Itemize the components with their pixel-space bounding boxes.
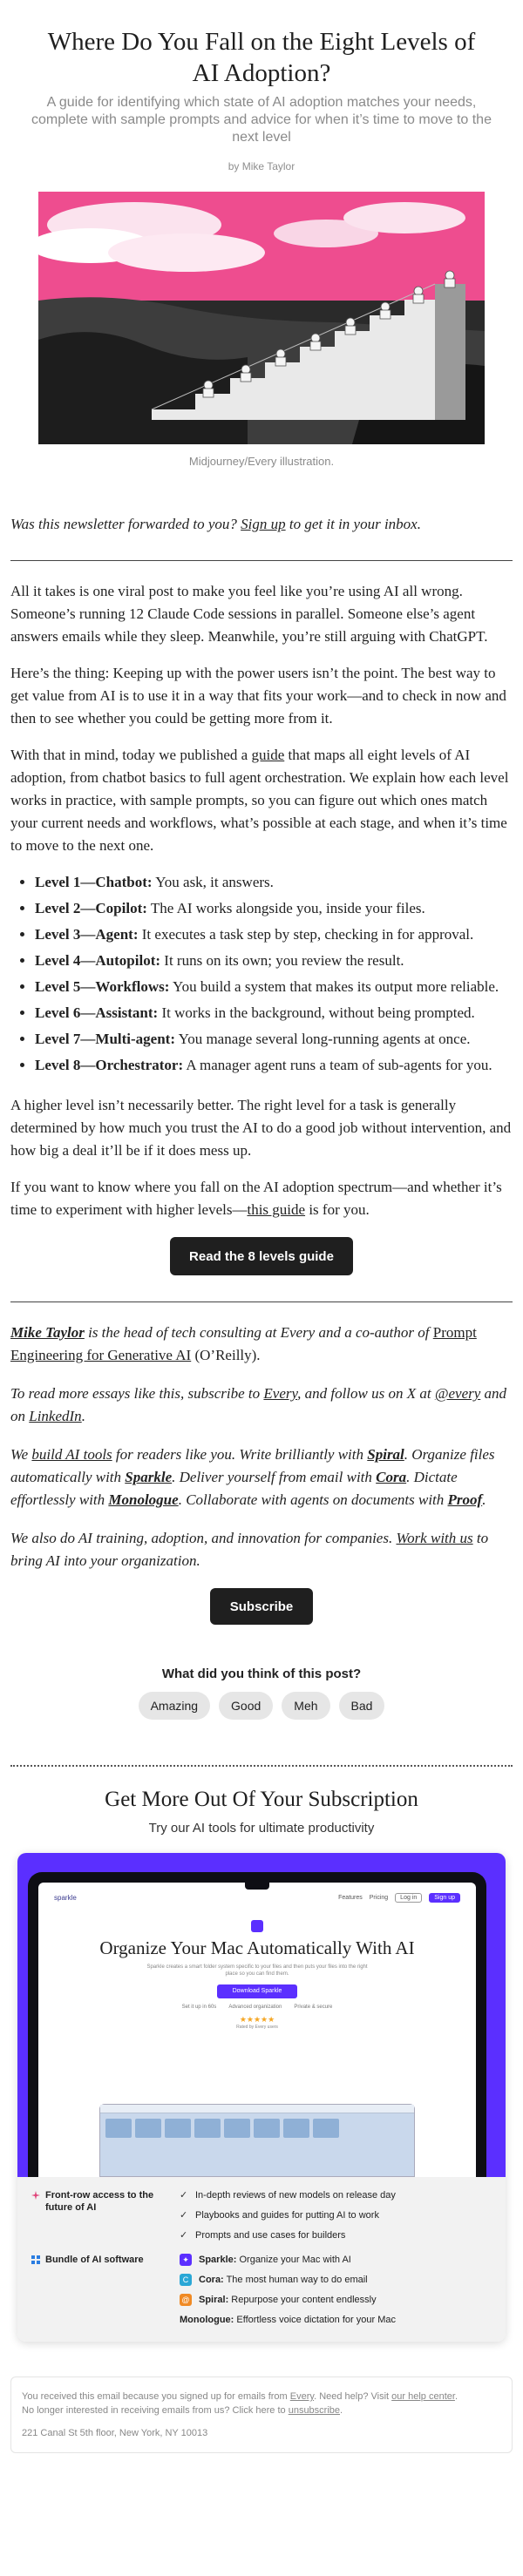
promo-subtitle: Try our AI tools for ultimate productivity — [148, 1821, 375, 1836]
training-text: to bring AI into your organization. — [10, 1530, 489, 1569]
feature-label-text: Front-row access to the future of AI — [45, 2190, 154, 2213]
survey-options — [10, 1692, 513, 1720]
feature-list — [180, 2189, 492, 2241]
app-item-spiral — [180, 2294, 492, 2306]
level-desc: A manager agent runs a team of sub-agents for you. — [183, 1057, 492, 1073]
training-text: We also do AI training, adoption, and innovation for companies. — [10, 1530, 397, 1546]
survey-option-meh[interactable]: Meh — [282, 1692, 329, 1720]
post-title: Where Do You Fall on the Eight Levels of AI Adoption? — [47, 28, 476, 87]
level-item — [35, 976, 513, 998]
check-icon: ✓ — [180, 2190, 188, 2201]
survey-question: What did you think of this post? — [161, 1667, 362, 1681]
level-name: Level 2—Copilot: — [35, 900, 147, 916]
paragraph-intro: All it takes is one viral post to make you feel like you’re using AI all wrong. Someone’s running 12 Claude Code sessions in parallel. Someone else’s agent answers emails while they sleep. Meanwhile, you’re still arguing with ChatGPT. — [10, 583, 488, 645]
site-checklist — [38, 2005, 476, 2010]
forward-prefix: Was this newsletter forwarded to you? — [10, 516, 241, 532]
site-check-item: Set it up in 60s — [181, 2005, 217, 2010]
subscribe-text: , and follow us on X at — [297, 1385, 435, 1402]
unsubscribe-link[interactable]: unsubscribe — [288, 2405, 341, 2416]
promo-card[interactable] — [17, 1853, 506, 2342]
folder-tile — [313, 2119, 339, 2138]
survey-option-good[interactable]: Good — [219, 1692, 273, 1720]
author-link[interactable]: Mike Taylor — [10, 1324, 85, 1341]
levels-list — [10, 871, 513, 1077]
level-item — [35, 1002, 513, 1024]
star-rating: ★★★★★ — [239, 2015, 275, 2024]
proof-link[interactable]: Proof — [447, 1491, 483, 1508]
site-description: Sparkle creates a smart folder system specific to your files and then puts your files into the right place so you can find them. — [146, 1964, 368, 1977]
subscribe-text: . — [81, 1408, 85, 1424]
folder-tile — [165, 2119, 191, 2138]
survey-option-amazing[interactable]: Amazing — [139, 1692, 210, 1720]
divider — [10, 560, 513, 561]
app-name: Spiral: — [199, 2295, 229, 2305]
paragraph-keeping-up: Here’s the thing: Keeping up with the power users isn’t the point. The best way to get value from AI is to use it in a way that fits your work—and to check in now and then to see whether you could be getting more from it. — [10, 665, 506, 727]
level-item — [35, 1054, 513, 1077]
forward-note — [10, 513, 513, 536]
feature-row-bundle — [31, 2254, 492, 2326]
spectrum-text-after: is for you. — [305, 1201, 370, 1218]
tools-text: for readers like you. Write brilliantly with — [112, 1446, 368, 1463]
tools-text: . Deliver yourself from email with — [172, 1469, 377, 1485]
level-name: Level 1—Chatbot: — [35, 874, 153, 890]
footer-text: . Need help? Visit — [314, 2391, 392, 2402]
help-center-link[interactable]: our help center — [391, 2391, 455, 2402]
level-desc: It runs on its own; you review the result. — [160, 952, 404, 969]
spiral-app-icon: @ — [180, 2294, 192, 2306]
spectrum-text-before: If you want to know where you fall on the AI adoption spectrum—and whether it’s time to experiment with higher levels— — [10, 1179, 502, 1218]
guide-link[interactable]: guide — [251, 747, 285, 763]
cora-link[interactable]: Cora — [376, 1469, 407, 1485]
work-with-us-link[interactable]: Work with us — [396, 1530, 473, 1546]
app-item-cora — [180, 2274, 492, 2286]
footer-text: You received this email because you signed up for emails from — [22, 2391, 290, 2402]
feature-item-text: In-depth reviews of new models on release day — [195, 2190, 396, 2201]
sparkle-badge-icon — [251, 1920, 263, 1932]
guide-text-before: With that in mind, today we published a — [10, 747, 252, 763]
feature-item-text: Prompts and use cases for builders — [195, 2230, 346, 2241]
promo-features — [17, 2177, 506, 2342]
folder-tile — [194, 2119, 221, 2138]
level-desc: It works in the background, without being prompted. — [158, 1004, 475, 1021]
footer-line — [22, 2390, 501, 2404]
app-window-toolbar — [100, 2105, 414, 2113]
level-item — [35, 923, 513, 946]
x-link[interactable]: @every — [434, 1385, 481, 1402]
level-name: Level 4—Autopilot: — [35, 952, 161, 969]
rating-caption: Rated by Every users — [236, 2025, 278, 2030]
level-desc: It executes a task step by step, checking in for approval. — [138, 926, 474, 943]
subscribe-note — [10, 1383, 513, 1428]
level-name: Level 7—Multi-agent: — [35, 1031, 175, 1047]
subscribe-text: To read more essays like this, subscribe to — [10, 1385, 264, 1402]
app-file-grid — [100, 2113, 414, 2143]
bundle-icon — [31, 2255, 40, 2264]
feature-item — [180, 2229, 492, 2241]
byline: by Mike Taylor — [228, 160, 295, 172]
folder-tile — [135, 2119, 161, 2138]
feature-item — [180, 2189, 492, 2201]
footer-text: No longer interested in receiving emails from us? Click here to — [22, 2405, 289, 2416]
read-guide-button[interactable]: Read the 8 levels guide — [170, 1237, 353, 1275]
site-headline: Organize Your Mac Automatically With AI — [99, 1937, 415, 1958]
level-item — [35, 871, 513, 894]
feature-item-text: Playbooks and guides for putting AI to work — [195, 2210, 379, 2221]
monologue-link[interactable]: Monologue — [108, 1491, 179, 1508]
folder-tile — [105, 2119, 132, 2138]
tools-text: We — [10, 1446, 32, 1463]
app-desc: Effortless voice dictation for your Mac — [234, 2315, 396, 2325]
author-bio — [10, 1322, 513, 1367]
forward-suffix: to get it in your inbox. — [285, 516, 421, 532]
footer-line — [22, 2404, 501, 2417]
subscribe-button[interactable]: Subscribe — [210, 1588, 313, 1625]
level-name: Level 5—Workflows: — [35, 978, 170, 995]
hero-illustration — [38, 192, 485, 444]
nav-signup: Sign up — [429, 1893, 460, 1903]
footer-text: . — [340, 2405, 343, 2416]
app-desc: Organize your Mac with AI — [236, 2255, 351, 2265]
level-desc: You manage several long-running agents at once. — [175, 1031, 471, 1047]
app-name: Monologue: — [180, 2315, 234, 2325]
footer-text: . — [454, 2391, 458, 2402]
promo-title: Get More Out Of Your Subscription — [105, 1788, 418, 1811]
post-subtitle: A guide for identifying which state of AI adoption matches your needs, complete with sample prompts and advice for when it’s time to move to the next level — [31, 95, 492, 145]
this-guide-link[interactable]: this guide — [247, 1201, 306, 1218]
sparkle-link[interactable]: Sparkle — [125, 1469, 173, 1485]
laptop-mockup — [28, 1872, 486, 2177]
folder-tile — [224, 2119, 250, 2138]
app-item-sparkle — [180, 2254, 492, 2266]
subscribe-text: and on — [10, 1385, 507, 1424]
footer-every-link[interactable]: Every — [289, 2391, 315, 2402]
level-desc: You build a system that makes its output more reliable. — [169, 978, 499, 995]
folder-tile — [254, 2119, 280, 2138]
book-link[interactable]: Prompt Engineering for Generative AI — [10, 1324, 477, 1363]
spiral-link[interactable]: Spiral — [367, 1446, 404, 1463]
signup-link[interactable]: Sign up — [241, 516, 286, 532]
build-ai-tools-link[interactable]: build AI tools — [31, 1446, 112, 1463]
level-item — [35, 950, 513, 972]
nav-pricing: Pricing — [369, 1895, 389, 1901]
survey-option-bad[interactable]: Bad — [339, 1692, 385, 1720]
app-window-preview — [99, 2104, 415, 2177]
tools-note — [10, 1444, 513, 1511]
level-desc: The AI works alongside you, inside your files. — [146, 900, 425, 916]
paragraph-higher-level: A higher level isn’t necessarily better. The right level for a task is generally determined by how much you trust the AI to do a good job without intervention, and how big a deal it’ll be if it does mess up. — [10, 1097, 512, 1159]
app-name: Sparkle: — [199, 2255, 237, 2265]
check-icon: ✓ — [180, 2230, 188, 2241]
tools-text: . Organize files automatically with — [10, 1446, 495, 1485]
promo-visual — [17, 1853, 506, 2177]
guide-text-after: that maps all eight levels of AI adoption, from chatbot basics to full agent orchestration. We explain how each level works in practice, with sample prompts, so you can figure out which ones match your current needs and workflows, what’s possible at each stage, and when it’s time to move to the next one. — [10, 747, 509, 854]
linkedin-link[interactable]: LinkedIn — [29, 1408, 82, 1424]
folder-tile — [283, 2119, 309, 2138]
site-check-item: Private & secure — [294, 2005, 333, 2010]
level-item — [35, 1028, 513, 1051]
book-publisher: (O’Reilly). — [191, 1347, 261, 1363]
camera-notch — [245, 1883, 269, 1890]
site-download-button: Download Sparkle — [217, 1984, 297, 1998]
feature-row-access — [31, 2189, 492, 2241]
sparkle-logo: sparkle — [54, 1894, 77, 1902]
level-name: Level 8—Orchestrator: — [35, 1057, 184, 1073]
feature-label-text: Bundle of AI software — [45, 2255, 144, 2265]
app-name: Cora: — [199, 2275, 224, 2285]
sparkle-app-icon: ✦ — [180, 2254, 192, 2266]
level-item — [35, 897, 513, 920]
feature-label — [31, 2189, 180, 2241]
level-desc: You ask, it answers. — [152, 874, 274, 890]
feature-item — [180, 2209, 492, 2221]
email-footer — [10, 2377, 513, 2453]
every-link[interactable]: Every — [263, 1385, 298, 1402]
check-icon: ✓ — [180, 2210, 188, 2221]
tools-text: . Collaborate with agents on documents with — [178, 1491, 448, 1508]
app-list — [180, 2254, 492, 2326]
app-item-monologue — [180, 2314, 492, 2326]
paragraph-spectrum — [10, 1176, 513, 1221]
tools-text: . — [482, 1491, 486, 1508]
site-check-item: Advanced organization — [228, 2005, 282, 2010]
app-desc: The most human way to do email — [223, 2275, 368, 2285]
feature-label — [31, 2254, 180, 2326]
site-nav-links — [338, 1893, 460, 1903]
sparkle-icon — [31, 2191, 40, 2200]
author-bio-text: is the head of tech consulting at Every and a co-author of — [84, 1324, 433, 1341]
footer-address: 221 Canal St 5th floor, New York, NY 10013 — [22, 2428, 208, 2438]
laptop-screen — [38, 1883, 476, 2177]
cora-app-icon: C — [180, 2274, 192, 2286]
app-desc: Repurpose your content endlessly — [228, 2295, 377, 2305]
training-note — [10, 1527, 513, 1572]
paragraph-guide — [10, 744, 513, 857]
dotted-divider — [10, 1765, 513, 1767]
level-name: Level 3—Agent: — [35, 926, 139, 943]
nav-features: Features — [338, 1895, 363, 1901]
hero-caption: Midjourney/Every illustration. — [188, 455, 335, 468]
nav-login: Log in — [395, 1893, 422, 1903]
level-name: Level 6—Assistant: — [35, 1004, 159, 1021]
tools-text: . Dictate effortlessly with — [10, 1469, 458, 1508]
